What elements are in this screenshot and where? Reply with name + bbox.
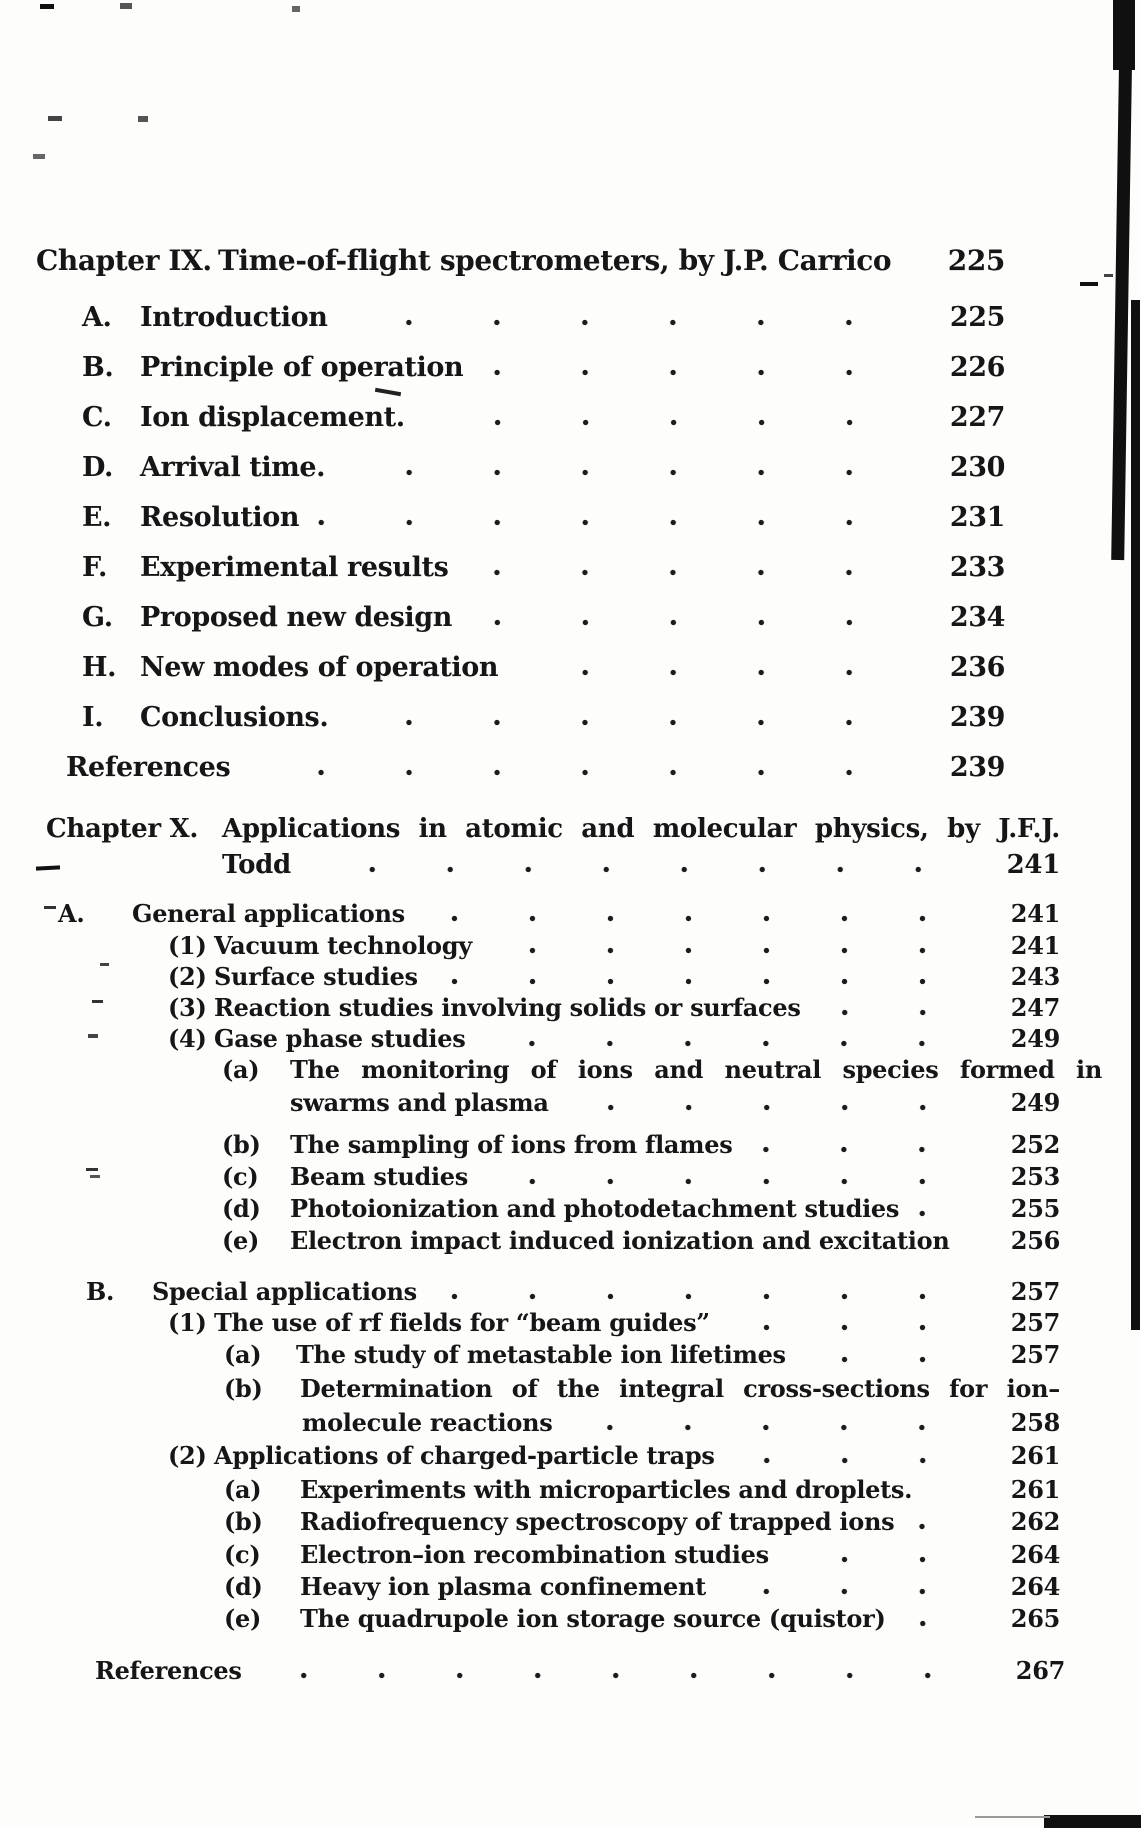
references-label: References: [95, 1656, 242, 1685]
dot-leader: [908, 1523, 996, 1530]
toc-entry-line1: [222, 1056, 1102, 1084]
entry-label: (d): [222, 1194, 261, 1223]
page-number: 257: [1010, 1277, 1060, 1306]
entry-title: The use of rf fields for “beam guides”: [214, 1308, 710, 1337]
toc-entry: [82, 652, 1005, 683]
page-number: 249: [1010, 1088, 1060, 1117]
page-number: 257: [1010, 1340, 1060, 1369]
scan-artifact: [100, 963, 109, 966]
entry-title: Beam studies: [290, 1162, 468, 1191]
toc-entry: [86, 1278, 1060, 1306]
scan-artifact: [36, 865, 60, 870]
dot-leader: [815, 1009, 997, 1016]
page-number: 261: [1010, 1475, 1060, 1504]
entry-label: (4): [168, 1024, 207, 1053]
page-number: 226: [949, 352, 1005, 383]
entry-title: The monitoring of ions and neutral species formed in: [290, 1055, 1102, 1084]
dot-leader: [479, 1040, 996, 1047]
references-entry: [66, 752, 1005, 783]
toc-entry: [224, 1605, 1060, 1633]
entry-label: (e): [222, 1226, 260, 1255]
scan-artifact: [90, 1175, 100, 1178]
dot-leader: [963, 1242, 996, 1249]
dot-leader: [900, 1620, 997, 1627]
entry-label: B.: [86, 1277, 115, 1306]
dot-leader: [343, 469, 934, 476]
page-number: 231: [949, 502, 1005, 533]
toc-entry: [58, 900, 1060, 928]
page-number: 239: [949, 752, 1005, 783]
entry-label: A.: [58, 899, 85, 928]
toc-entry: [222, 1195, 1060, 1223]
page-number: 256: [1010, 1226, 1060, 1255]
dot-leader: [481, 369, 934, 376]
chapter-number: Chapter IX.: [36, 244, 212, 277]
entry-label: F.: [82, 552, 108, 583]
scan-artifact: [375, 388, 401, 396]
entry-label: H.: [82, 652, 117, 683]
page-number: 241: [1010, 931, 1060, 960]
toc-entry: [224, 1541, 1060, 1569]
toc-entry: [224, 1573, 1060, 1601]
toc-entry: [224, 1476, 1060, 1504]
entry-title: Vacuum technology: [214, 931, 472, 960]
toc-entry-line2: [302, 1409, 1060, 1437]
toc-entry: [82, 552, 1005, 583]
dot-leader: [486, 947, 997, 954]
scan-artifact: [138, 116, 148, 122]
toc-entry: [168, 963, 1060, 991]
entry-title: The sampling of ions from flames: [290, 1130, 733, 1159]
toc-entry: [168, 1025, 1060, 1053]
scan-artifact: [975, 1816, 1050, 1818]
dot-leader: [913, 1210, 997, 1217]
page-number: 249: [1010, 1024, 1060, 1053]
entry-label: (b): [224, 1507, 263, 1536]
entry-label: (a): [222, 1055, 260, 1084]
toc-entry-line2: [290, 1089, 1060, 1117]
page-number: 247: [1010, 993, 1060, 1022]
entry-title: Heavy ion plasma confinement: [300, 1572, 706, 1601]
dot-leader: [516, 669, 934, 676]
dot-leader: [729, 1457, 997, 1464]
scan-artifact: [1104, 274, 1113, 277]
chapter-title: Time-of-flight spectrometers, by J.P. Carrico: [218, 244, 892, 277]
scan-artifact: [40, 4, 54, 9]
page-number: 267: [1015, 1656, 1065, 1685]
entry-title: Photoionization and photodetachment studies: [290, 1194, 900, 1223]
chapter-title: Applications in atomic and molecular physics, by J.F.J.: [222, 814, 1060, 844]
dot-leader: [431, 1293, 997, 1300]
entry-title: Experimental results: [140, 552, 449, 583]
dot-leader: [432, 978, 997, 985]
entry-title: Radiofrequency spectroscopy of trapped ions: [300, 1507, 895, 1536]
entry-label: I.: [82, 702, 104, 733]
entry-title: Reaction studies involving solids or surfaces: [214, 993, 801, 1022]
toc-entry: [82, 502, 1005, 533]
dot-leader: [482, 1178, 997, 1185]
page-number: 241: [1010, 899, 1060, 928]
scan-artifact: [1080, 282, 1098, 286]
entry-label: (2): [168, 962, 207, 991]
dot-leader: [470, 619, 934, 626]
entry-title: The study of metastable ion lifetimes: [296, 1340, 786, 1369]
scan-artifact: [1111, 0, 1133, 560]
scan-artifact: [88, 1034, 98, 1038]
dot-leader: [724, 1324, 997, 1331]
entry-label: A.: [82, 302, 112, 333]
page-number: 234: [949, 602, 1005, 633]
page-number: 264: [1010, 1540, 1060, 1569]
entry-title: Conclusions.: [140, 702, 329, 733]
chapter-ix-heading: [36, 245, 1005, 277]
entry-title-continued: molecule reactions: [302, 1408, 553, 1437]
entry-label: D.: [82, 452, 114, 483]
entry-label: (a): [224, 1340, 262, 1369]
scan-artifact: [92, 1000, 103, 1003]
dot-leader: [305, 866, 993, 873]
entry-label: (2): [168, 1441, 207, 1470]
page-number: 236: [949, 652, 1005, 683]
dot-leader: [317, 519, 934, 526]
page-number: 255: [1010, 1194, 1060, 1223]
scan-artifact: [44, 906, 56, 909]
entry-label: B.: [82, 352, 114, 383]
entry-label: (c): [222, 1162, 259, 1191]
entry-label: (b): [222, 1130, 261, 1159]
page-number: 264: [1010, 1572, 1060, 1601]
page-number: 227: [949, 402, 1005, 433]
page-number: 252: [1010, 1130, 1060, 1159]
dot-leader: [256, 1672, 1002, 1679]
toc-entry: [168, 994, 1060, 1022]
entry-title: Electron impact induced ionization and excitation: [290, 1226, 950, 1255]
toc-entry: [82, 402, 1005, 433]
entry-title-continued: swarms and plasma: [290, 1088, 549, 1117]
entry-label: (c): [224, 1540, 261, 1569]
page-number: 253: [1010, 1162, 1060, 1191]
entry-label: (1): [168, 931, 207, 960]
page-number: 261: [1010, 1441, 1060, 1470]
dot-leader: [248, 769, 934, 776]
entry-title: General applications: [132, 899, 405, 928]
entry-label: (d): [224, 1572, 263, 1601]
chapter-x-heading-line2: [222, 851, 1060, 881]
toc-entry: [222, 1131, 1060, 1159]
entry-title: Ion displacement.: [140, 402, 405, 433]
scan-artifact: [1131, 300, 1140, 1330]
entry-label: E.: [82, 502, 112, 533]
dot-leader: [746, 1146, 996, 1153]
page-number: 225: [947, 244, 1005, 277]
dot-leader: [800, 1356, 997, 1363]
entry-title: Proposed new design: [140, 602, 452, 633]
references-label: References: [66, 752, 231, 783]
toc-entry: [82, 302, 1005, 333]
entry-title: New modes of operation: [140, 652, 499, 683]
scan-artifact: [292, 6, 300, 12]
scan-artifact: [1044, 1815, 1141, 1828]
toc-entry: [82, 452, 1005, 483]
entry-title: Special applications: [152, 1277, 417, 1306]
scan-artifact: [86, 1168, 98, 1171]
toc-entry: [82, 602, 1005, 633]
toc-entry: [168, 932, 1060, 960]
page-number: 233: [949, 552, 1005, 583]
toc-entry: [168, 1309, 1060, 1337]
page-number: 241: [1006, 850, 1060, 880]
entry-label: G.: [82, 602, 113, 633]
scan-artifact: [120, 3, 132, 9]
chapter-x-heading-line1: [46, 815, 1060, 845]
scan-artifact: [33, 154, 45, 159]
page-number: 230: [949, 452, 1005, 483]
page-number: 265: [1010, 1604, 1060, 1633]
page-number: 243: [1010, 962, 1060, 991]
toc-entry: [168, 1442, 1060, 1470]
entry-label: (1): [168, 1308, 207, 1337]
page-number: 239: [949, 702, 1005, 733]
dot-leader: [926, 1491, 997, 1498]
entry-label: (3): [168, 993, 207, 1022]
toc-entry: [82, 352, 1005, 383]
page-number: 257: [1010, 1308, 1060, 1337]
toc-entry: [224, 1341, 1060, 1369]
toc-entry: [222, 1227, 1060, 1255]
entry-label: C.: [82, 402, 112, 433]
entry-title: Gase phase studies: [214, 1024, 466, 1053]
toc-entry: [222, 1163, 1060, 1191]
page-number: 258: [1010, 1408, 1060, 1437]
references-entry: [95, 1657, 1065, 1685]
page-number: 225: [949, 302, 1005, 333]
entry-title: Electron–ion recombination studies: [300, 1540, 769, 1569]
entry-title: Surface studies: [214, 962, 418, 991]
entry-label: (b): [224, 1374, 263, 1403]
dot-leader: [566, 1424, 996, 1431]
dot-leader: [563, 1104, 997, 1111]
entry-label: (e): [224, 1604, 262, 1633]
entry-title: Principle of operation: [140, 352, 464, 383]
dot-leader: [720, 1588, 997, 1595]
entry-title: Resolution: [140, 502, 300, 533]
entry-title: Experiments with microparticles and droplets.: [300, 1475, 913, 1504]
dot-leader: [423, 419, 934, 426]
entry-title: Introduction: [140, 302, 328, 333]
dot-leader: [909, 263, 932, 270]
page-number: 262: [1010, 1507, 1060, 1536]
dot-leader: [466, 569, 933, 576]
dot-leader: [783, 1556, 997, 1563]
entry-title: Applications of charged-particle traps: [214, 1441, 715, 1470]
dot-leader: [345, 319, 933, 326]
toc-entry-line1: [224, 1375, 1060, 1403]
chapter-number: Chapter X.: [46, 814, 199, 844]
toc-entry: [82, 702, 1005, 733]
entry-title: Arrival time.: [140, 452, 326, 483]
entry-title: Determination of the integral cross-sections for ion–: [300, 1374, 1060, 1403]
dot-leader: [419, 915, 997, 922]
dot-leader: [346, 719, 933, 726]
entry-title: The quadrupole ion storage source (quistor): [300, 1604, 886, 1633]
toc-entry: [224, 1508, 1060, 1536]
chapter-title-continued: Todd: [222, 850, 291, 880]
scan-artifact: [48, 116, 62, 121]
entry-label: (a): [224, 1475, 262, 1504]
